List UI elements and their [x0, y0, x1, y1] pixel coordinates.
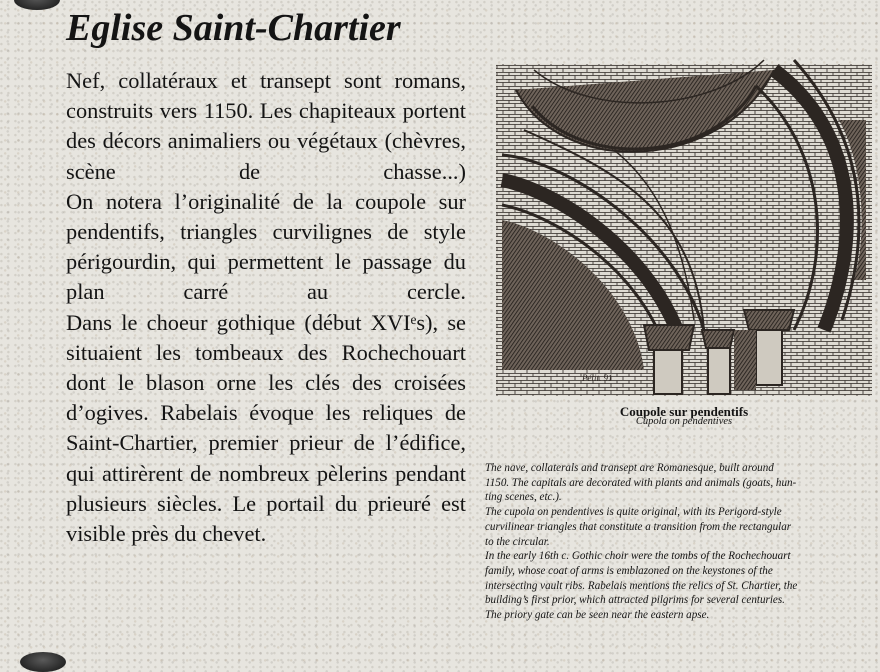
- english-line: to the circular.: [485, 535, 550, 548]
- english-line: intersecting vault ribs. Rabelais mentions the relics of St. Chartier, the: [485, 579, 798, 592]
- english-line: curvilinear triangles that constitute a transition from the rectangular: [485, 520, 792, 533]
- cupola-on-pendentives-drawing: [494, 30, 874, 398]
- french-paragraph: Nef, collatéraux et transept sont romans, construits vers 1150. Les chapiteaux portent des décors animaliers ou végétaux (chèvres, scène de chasse...): [66, 68, 466, 184]
- english-line: In the early 16th c. Gothic choir were the tombs of the Rochechouart: [485, 550, 791, 563]
- english-line: building’s first prior, which attracted pilgrims for several centuries.: [485, 594, 785, 607]
- french-paragraph: On notera l’originalité de la coupole sur pendentifs, triangles curvilignes de style périgourdin, qui permettent le passage du plan carré au cercle.: [66, 188, 466, 305]
- english-line: ting scenes, etc.).: [485, 491, 562, 504]
- french-description: [66, 66, 466, 549]
- english-line: The nave, collaterals and transept are Romanesque, built around: [485, 462, 774, 474]
- english-line: 1150. The capitals are decorated with plants and animals (goats, hun-: [485, 476, 797, 489]
- english-line: family, whose coat of arms is emblazoned on the keystones of the: [485, 564, 773, 577]
- english-description: [485, 461, 878, 623]
- french-paragraph: Dans le choeur gothique (début XVIᵉs), se situaient les tombeaux des Rochechouart dont le blason orne les clés des croisées d’ogives. Rabelais évoque les reliques de Saint-Chartier, premier prieur de l’édifice, qui attirèrent de nombreux pèlerins pendant plusieurs siècles. Le portail du prieuré est visible près du chevet.: [66, 309, 466, 547]
- mounting-screw-top: [14, 0, 60, 10]
- illustration-caption-english: Cupola on pendentives: [635, 416, 733, 427]
- english-line: The cupola on pendentives is quite original, with its Perigord-style: [485, 506, 782, 519]
- illustration-caption: Coupole sur pendentifs: [619, 404, 749, 419]
- page-title: Eglise Saint-Chartier: [66, 7, 401, 49]
- english-line: The priory gate can be seen near the eastern apse.: [485, 609, 710, 622]
- mounting-screw-bottom: [20, 652, 66, 672]
- illustration-signature: Pétit. 91: [582, 373, 613, 383]
